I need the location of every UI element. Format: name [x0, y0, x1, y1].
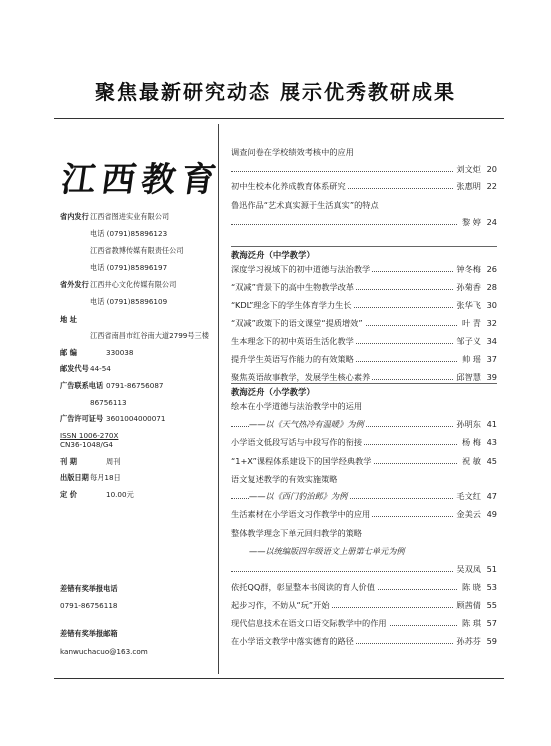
toc-title: ——以《天气热冷有温暖》为例: [249, 419, 364, 429]
toc-author: 邱智慧: [456, 372, 481, 382]
info-value: 330038: [106, 348, 134, 357]
info-label: 广告许可证号: [60, 414, 104, 423]
toc-entry[interactable]: [231, 335, 497, 347]
toc-entry[interactable]: [231, 527, 497, 539]
toc-title: 鲁迅作品“艺术真实源于生活真实”的特点: [231, 200, 379, 210]
info-value: 江西省图进实业有限公司: [90, 212, 170, 221]
toc-page-number: 34: [486, 336, 497, 346]
toc-title: “双减”背景下的高中生物教学改革: [231, 282, 355, 292]
toc-entry[interactable]: [231, 180, 497, 192]
toc-title: 在小学语文教学中落实德育的路径: [231, 636, 354, 646]
info-value: 86756113: [90, 398, 127, 407]
toc-entry[interactable]: [231, 371, 497, 383]
report-label: 差错有奖举报电话: [60, 584, 118, 593]
toc-page-number: 47: [486, 491, 497, 501]
info-label: 定 价: [60, 490, 77, 499]
toc-page-number: 53: [486, 582, 497, 592]
toc-author: 毛文红: [456, 491, 481, 501]
toc-title: 初中生校本化养成教育体系研究: [231, 181, 346, 191]
info-label: 出版日期: [60, 473, 89, 482]
toc-entry[interactable]: [231, 199, 497, 211]
leader-dots: [231, 224, 457, 225]
toc-entry[interactable]: [231, 418, 497, 430]
toc-author: 叶 青: [462, 318, 481, 328]
toc-entry[interactable]: [231, 490, 497, 502]
toc-title: 绘本在小学道德与法治教学中的运用: [231, 401, 363, 411]
info-value: 江西井心文化传媒有限公司: [90, 280, 177, 289]
toc-entry[interactable]: [231, 545, 497, 557]
report-value: kanwuchacuo@163.com: [60, 647, 148, 656]
toc-entry[interactable]: [231, 400, 497, 412]
info-value: 周刊: [106, 457, 121, 466]
info-label: 广告联系电话: [60, 381, 104, 390]
toc-author: 孙明东: [456, 419, 481, 429]
toc-page-number: 51: [486, 564, 497, 574]
toc-title: 依托QQ群，彰显整本书阅读的育人价值: [231, 582, 375, 592]
info-value: 每月18日: [90, 473, 121, 482]
toc-author: 祝 敏: [462, 456, 481, 466]
toc-author: 张华飞: [456, 300, 481, 310]
toc-entry[interactable]: [231, 563, 497, 575]
toc-page-number: 59: [486, 636, 497, 646]
toc-entry[interactable]: [231, 473, 497, 485]
toc-author: 陈 琪: [462, 618, 481, 628]
toc-entry[interactable]: [231, 216, 497, 228]
toc-entry[interactable]: [231, 163, 497, 175]
toc-page-number: 28: [486, 282, 497, 292]
section-heading-primary-school: 教海泛舟（小学教学）: [231, 383, 497, 398]
toc-entry[interactable]: [231, 317, 497, 329]
toc-page-number: 26: [486, 264, 497, 274]
toc-entry[interactable]: [231, 455, 497, 467]
toc-author: 杨 梅: [462, 437, 481, 447]
toc-author: 孙菊香: [456, 282, 481, 292]
toc-title: 调查问卷在学校绩效考核中的应用: [231, 147, 354, 157]
toc-title: 聚焦英语故事教学，发展学生核心素养: [231, 372, 371, 382]
info-value: 电话 (0791)85896197: [90, 263, 168, 272]
issn-line: ISSN 1006-270X: [60, 431, 119, 440]
toc-title: 现代信息技术在语文口语交际教学中的作用: [231, 618, 387, 628]
section-heading-middle-school: 教海泛舟（中学教学）: [231, 246, 497, 261]
toc-author: 金美云: [456, 509, 481, 519]
info-value: 0791-86756087: [106, 381, 164, 390]
info-value: 电话 (0791)85896123: [90, 229, 168, 238]
info-value: 电话 (0791)85896109: [90, 297, 168, 306]
report-label: 差错有奖举报邮箱: [60, 629, 118, 638]
toc-author: 陈 晓: [462, 582, 481, 592]
toc-title: ——以《西门豹治邺》为例: [249, 491, 348, 501]
toc-author: 黎 婷: [462, 217, 481, 227]
info-label: 省内发行: [60, 212, 89, 221]
footer-rule: [54, 678, 504, 679]
toc-entry[interactable]: [231, 353, 497, 365]
toc-title: ——以统编版四年级语文上册第七单元为例: [249, 546, 405, 556]
toc-author: 钟冬梅: [456, 264, 481, 274]
toc-author: 张惠明: [456, 181, 481, 191]
toc-page-number: 32: [486, 318, 497, 328]
toc-author: 顾茜倩: [456, 600, 481, 610]
toc-author: 吴双凤: [456, 564, 481, 574]
toc-title: “KDL”理念下的学生体育学力生长: [231, 300, 352, 310]
info-value: 3601004000071: [106, 414, 166, 423]
toc-entry[interactable]: [231, 508, 497, 520]
issn-line: CN36-1048/G4: [60, 440, 113, 449]
column-divider: [218, 124, 219, 674]
toc-title: “1+X”课程体系建设下的国学经典教学: [231, 456, 372, 466]
toc-title: 小学语文低段写话与中段写作的衔接: [231, 437, 363, 447]
toc-title: 生活素材在小学语文习作教学中的应用: [231, 509, 371, 519]
toc-author: 邹子义: [456, 336, 481, 346]
toc-entry[interactable]: [231, 581, 497, 593]
toc-page-number: 49: [486, 509, 497, 519]
toc-entry[interactable]: [231, 281, 497, 293]
info-value: 44-54: [90, 364, 111, 373]
toc-title: 语文复述教学的有效实施策略: [231, 474, 338, 484]
header-rule: [54, 118, 504, 119]
toc-page-number: 20: [486, 164, 497, 174]
toc-entry[interactable]: [231, 299, 497, 311]
toc-page-number: 41: [486, 419, 497, 429]
toc-entry[interactable]: [231, 599, 497, 611]
toc-page-number: 43: [486, 437, 497, 447]
toc-page-number: 24: [486, 217, 497, 227]
toc-page-number: 39: [486, 372, 497, 382]
issn-block: [60, 431, 118, 449]
toc-author: 孙苏芬: [456, 636, 481, 646]
info-value: 10.00元: [106, 490, 134, 499]
toc-author: 帅 瑶: [462, 354, 481, 364]
toc-title: “双减”政策下的语文课堂“提质增效”: [231, 318, 363, 328]
toc-title: 提升学生英语写作能力的有效策略: [231, 354, 354, 364]
toc-title: 生本理念下的初中英语生活化教学: [231, 336, 354, 346]
toc-page-number: 30: [486, 300, 497, 310]
toc-entry[interactable]: [231, 263, 497, 275]
info-value: 江西省教博传媒有限责任公司: [90, 246, 184, 255]
toc-title: 深度学习视域下的初中道德与法治教学: [231, 264, 371, 274]
info-label: 省外发行: [60, 280, 89, 289]
info-label: 邮发代号: [60, 364, 89, 373]
toc-page-number: 45: [486, 456, 497, 466]
leader-dots: [231, 171, 457, 172]
toc-entry[interactable]: [231, 146, 497, 158]
toc-author: 刘文炬: [456, 164, 481, 174]
info-label: 地 址: [60, 315, 77, 324]
report-value: 0791-86756118: [60, 601, 118, 610]
toc-title: 整体教学理念下单元回归教学的策略: [231, 528, 363, 538]
info-label: 刊 期: [60, 457, 77, 466]
toc-page-number: 57: [486, 618, 497, 628]
info-value: 江西省南昌市红谷南大道2799号三楼: [90, 331, 209, 340]
toc-page-number: 22: [486, 181, 497, 191]
leader-dots: [231, 571, 457, 572]
toc-page-number: 55: [486, 600, 497, 610]
toc-entry[interactable]: [231, 635, 497, 647]
toc-title: 起步习作，不妨从“玩”开始: [231, 600, 330, 610]
toc-page-number: 37: [486, 354, 497, 364]
page-header-title: 聚焦最新研究动态 展示优秀教研成果: [95, 80, 456, 104]
info-label: 邮 编: [60, 348, 77, 357]
toc-entry[interactable]: [231, 617, 497, 629]
magazine-logo: 江西教育: [58, 160, 225, 200]
toc-entry[interactable]: [231, 436, 497, 448]
